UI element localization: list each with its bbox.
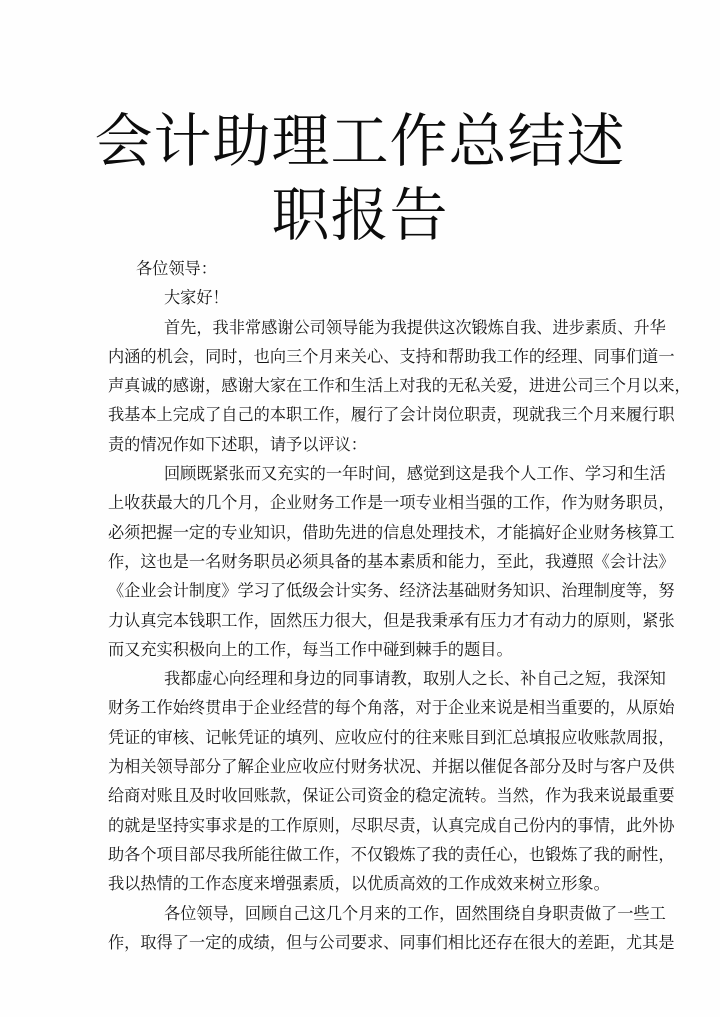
document-title-line-1: 会计助理工作总结述: [94, 107, 626, 175]
text-line: 给商对账且及时收回账款，保证公司资金的稳定流转。当然，作为我来说最重要: [108, 786, 675, 806]
text-line: 我都虚心向经理和身边的同事请教，取别人之长、补自己之短，我深知: [164, 669, 666, 689]
body-paragraphs: [108, 313, 691, 958]
text-line: 各位领导，回顾自己这几个月来的工作，固然围绕自身职责做了一些工: [164, 903, 666, 923]
text-line: 作，这也是一名财务职员必须具备的基本素质和能力，至此，我遵照《会计法》: [108, 551, 675, 571]
text-line: 助各个项目部尽我所能往做工作，不仅锻炼了我的责任心，也锻炼了我的耐性，: [108, 844, 675, 864]
text-line: 的就是坚持实事求是的工作原则，尽职尽责，认真完成自己份内的事情，此外协: [108, 815, 675, 835]
text-line: 我基本上完成了自己的本职工作，履行了会计岗位职责，现就我三个月来履行职: [108, 405, 675, 425]
text-line: 《企业会计制度》学习了低级会计实务、经济法基础财务知识、治理制度等，努: [108, 581, 675, 601]
text-line: 内涵的机会，同时，也向三个月来关心、支持和帮助我工作的经理、同事们道一: [108, 346, 675, 366]
text-line: 为相关领导部分了解企业应收应付财务状况、并据以催促各部分及时与客户及供: [108, 757, 675, 777]
text-line: 回顾既紧张而又充实的一年时间，感觉到这是我个人工作、学习和生活: [164, 464, 666, 484]
text-line: 必须把握一定的专业知识，借助先进的信息处理技术，才能搞好企业财务核算工: [108, 522, 675, 542]
text-line: 财务工作始终贯串于企业经营的每个角落，对于企业来说是相当重要的，从原始: [108, 698, 675, 718]
text-line: 作，取得了一定的成绩，但与公司要求、同事们相比还存在很大的差距，尤其是: [108, 932, 675, 952]
greeting: 大家好！: [164, 288, 229, 308]
text-line: 声真诚的感谢，感谢大家在工作和生活上对我的无私关爱，进进公司三个月以来，: [108, 376, 691, 396]
document-body: [108, 254, 691, 957]
text-line: 首先，我非常感谢公司领导能为我提供这次锻炼自我、进步素质、升华: [164, 317, 666, 337]
text-line: 责的情况作如下述职，请予以评议：: [108, 434, 367, 454]
text-line: 我以热情的工作态度来增强素质，以优质高效的工作成效来树立形象。: [108, 874, 610, 894]
text-line: 而又充实积极向上的工作，每当工作中碰到棘手的题目。: [108, 639, 513, 659]
text-line: 上收获最大的几个月，企业财务工作是一项专业相当强的工作，作为财务职员，: [108, 493, 675, 513]
text-line: 凭证的审核、记帐凭证的填列、应收应付的往来账目到汇总填报应收账款周报，: [108, 727, 675, 747]
salutation: 各位领导：: [136, 259, 217, 278]
document-title-line-2: 职报告: [271, 181, 449, 249]
text-line: 力认真完本钱职工作，固然压力很大，但是我秉承有压力才有动力的原则，紧张: [108, 610, 675, 630]
